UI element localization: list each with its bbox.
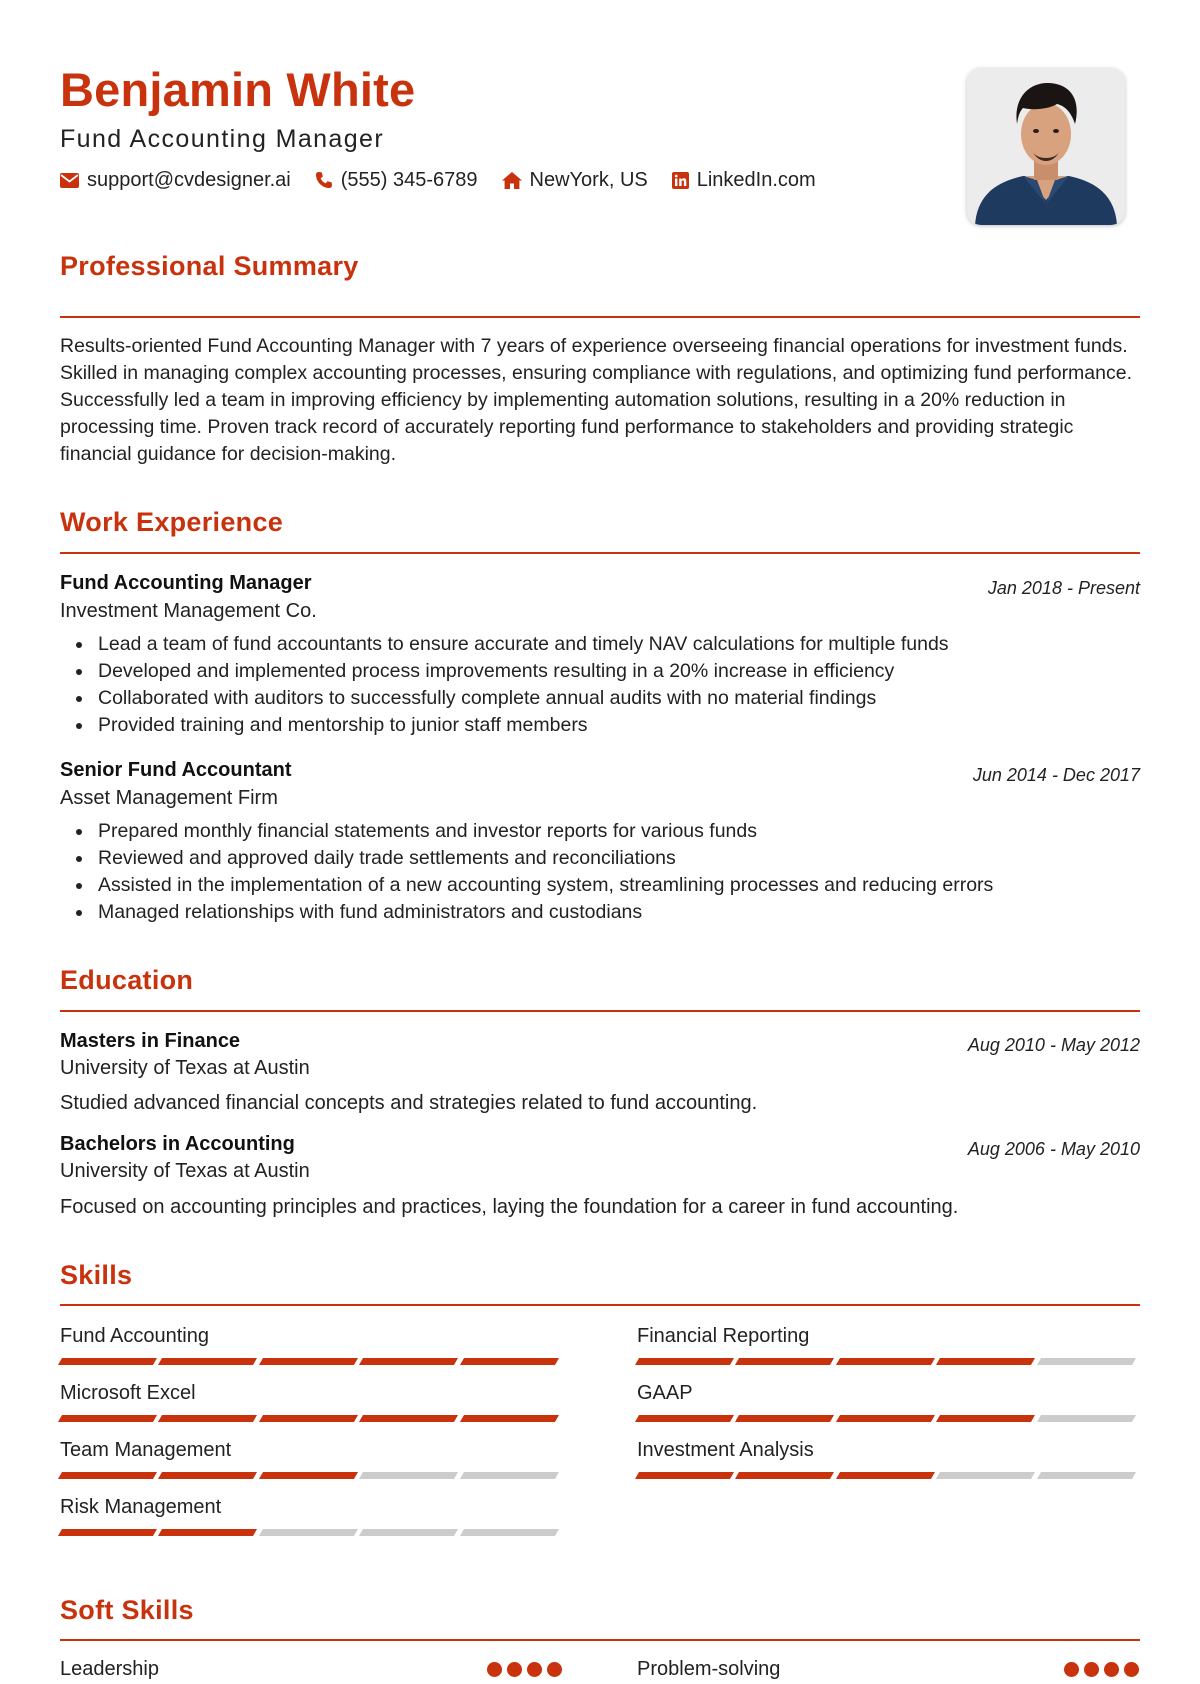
job-title: Senior Fund Accountant (60, 759, 292, 781)
envelope-icon (60, 173, 79, 188)
skill-level-segment (158, 1415, 257, 1422)
skill-level-segment (735, 1472, 834, 1479)
education-dates: Aug 2006 - May 2010 (967, 1139, 1140, 1159)
soft-skill-rating (1059, 1662, 1139, 1677)
skill-level-segment (1037, 1358, 1136, 1365)
skill-level-segment (460, 1415, 559, 1422)
skill-level-segment (936, 1472, 1035, 1479)
skill-level-segment (359, 1415, 458, 1422)
skill-level-segment (158, 1472, 257, 1479)
skill-item (60, 1383, 562, 1422)
job-bullet: Collaborated with auditors to successfully complete annual audits with no material findings (60, 685, 949, 712)
skill-item (637, 1440, 1139, 1479)
contact-location-text: NewYork, US (529, 169, 648, 191)
job-bullet: Managed relationships with fund administrators and custodians (60, 899, 993, 926)
section-divider (60, 1010, 1140, 1012)
contact-linkedin[interactable] (672, 170, 816, 190)
skill-name: Investment Analysis (637, 1439, 814, 1461)
soft-skill-item (60, 1659, 562, 1679)
candidate-title: Fund Accounting Manager (60, 125, 385, 153)
skill-item (60, 1326, 562, 1365)
job-bullet: Reviewed and approved daily trade settlements and reconciliations (60, 845, 993, 872)
education-degree: Masters in Finance (60, 1030, 241, 1052)
contact-linkedin-text: LinkedIn.com (696, 169, 816, 191)
skill-level-segment (359, 1472, 458, 1479)
rating-dot (1124, 1662, 1139, 1677)
skill-name: Risk Management (60, 1496, 222, 1518)
skill-level-bar (60, 1358, 562, 1365)
job-bullets (60, 818, 993, 926)
profile-photo (967, 68, 1125, 225)
job-bullet: Lead a team of fund accountants to ensure accurate and timely NAV calculations for multiple funds (60, 631, 949, 658)
skill-level-segment (58, 1529, 157, 1536)
skill-level-segment (259, 1415, 358, 1422)
skill-name: Team Management (60, 1439, 232, 1461)
skill-level-segment (259, 1358, 358, 1365)
rating-dot (507, 1662, 522, 1677)
skill-level-segment (58, 1358, 157, 1365)
soft-skill-rating (482, 1662, 562, 1677)
section-title-summary: Professional Summary (60, 251, 359, 281)
rating-dot (527, 1662, 542, 1677)
skill-level-segment (460, 1472, 559, 1479)
skill-level-segment (460, 1358, 559, 1365)
skill-level-segment (635, 1472, 734, 1479)
skill-level-segment (836, 1472, 935, 1479)
skill-name: GAAP (637, 1382, 693, 1404)
skill-level-bar (60, 1472, 562, 1479)
skill-level-segment (1037, 1415, 1136, 1422)
skill-level-segment (259, 1472, 358, 1479)
soft-skill-name: Problem-solving (637, 1658, 781, 1680)
skill-level-segment (158, 1529, 257, 1536)
skill-level-segment (359, 1358, 458, 1365)
section-title-experience: Work Experience (60, 507, 284, 537)
skill-level-segment (936, 1415, 1035, 1422)
profile-photo-illustration (967, 68, 1125, 225)
candidate-name: Benjamin White (60, 63, 416, 116)
skill-level-segment (58, 1415, 157, 1422)
skill-level-segment (635, 1415, 734, 1422)
section-title-skills: Skills (60, 1260, 133, 1290)
education-description: Studied advanced financial concepts and strategies related to fund accounting. (60, 1092, 758, 1114)
contact-email[interactable] (60, 170, 291, 190)
job-bullet: Assisted in the implementation of a new accounting system, streamlining processes and reducing errors (60, 872, 993, 899)
education-degree: Bachelors in Accounting (60, 1133, 295, 1155)
skill-name: Fund Accounting (60, 1325, 209, 1347)
skill-level-segment (1037, 1472, 1136, 1479)
job-bullet: Provided training and mentorship to junior staff members (60, 712, 949, 739)
contact-row (60, 170, 840, 190)
section-title-soft-skills: Soft Skills (60, 1595, 194, 1625)
skill-item (637, 1383, 1139, 1422)
education-dates: Aug 2010 - May 2012 (967, 1035, 1140, 1055)
soft-skill-name: Leadership (60, 1658, 159, 1680)
contact-email-text: support@cvdesigner.ai (87, 169, 291, 191)
skill-level-segment (359, 1529, 458, 1536)
soft-skill-item (637, 1659, 1139, 1679)
skill-level-bar (637, 1472, 1139, 1479)
job-title: Fund Accounting Manager (60, 572, 312, 594)
contact-phone[interactable] (315, 170, 478, 190)
job-bullet: Prepared monthly financial statements and investor reports for various funds (60, 818, 993, 845)
skill-level-bar (637, 1358, 1139, 1365)
skill-item (637, 1326, 1139, 1365)
skill-level-segment (836, 1415, 935, 1422)
skill-level-segment (259, 1529, 358, 1536)
job-company: Asset Management Firm (60, 787, 278, 809)
skill-level-bar (637, 1415, 1139, 1422)
skill-level-segment (936, 1358, 1035, 1365)
home-icon (502, 172, 522, 189)
section-title-education: Education (60, 965, 194, 995)
job-company: Investment Management Co. (60, 600, 317, 622)
rating-dot (487, 1662, 502, 1677)
section-divider (60, 316, 1140, 318)
rating-dot (1064, 1662, 1079, 1677)
section-divider (60, 1304, 1140, 1306)
job-bullet: Developed and implemented process improvements resulting in a 20% increase in efficiency (60, 658, 949, 685)
skill-level-segment (158, 1358, 257, 1365)
skill-level-segment (460, 1529, 559, 1536)
skill-name: Microsoft Excel (60, 1382, 196, 1404)
skill-level-segment (836, 1358, 935, 1365)
education-school: University of Texas at Austin (60, 1057, 310, 1079)
skill-level-bar (60, 1415, 562, 1422)
skill-item (60, 1497, 562, 1536)
phone-icon (315, 171, 333, 189)
contact-location (502, 170, 648, 190)
education-description: Focused on accounting principles and practices, laying the foundation for a career in fund accounting. (60, 1196, 959, 1218)
contact-phone-text: (555) 345-6789 (340, 169, 478, 191)
section-divider (60, 1639, 1140, 1641)
skill-level-segment (58, 1472, 157, 1479)
skill-level-segment (735, 1358, 834, 1365)
job-dates: Jun 2014 - Dec 2017 (972, 765, 1140, 785)
rating-dot (1104, 1662, 1119, 1677)
skill-name: Financial Reporting (637, 1325, 810, 1347)
job-dates: Jan 2018 - Present (987, 578, 1140, 598)
job-bullets (60, 631, 949, 739)
section-divider (60, 552, 1140, 554)
skill-item (60, 1440, 562, 1479)
linkedin-icon (672, 172, 689, 189)
summary-text: Results-oriented Fund Accounting Manager with 7 years of experience overseeing financial operations for investment funds. Skilled in managing complex accounting processes, ensuring compliance with regulations, and optimizing fund performance. Successfully led a team in improving efficiency by implementing automation solutions, resulting in a 20% reduction in processing time. Proven track record of accurately reporting fund performance to stakeholders and providing strategic financial guidance for decision-making. (60, 335, 1133, 465)
skill-level-segment (635, 1358, 734, 1365)
skill-level-bar (60, 1529, 562, 1536)
rating-dot (1084, 1662, 1099, 1677)
skill-level-segment (735, 1415, 834, 1422)
education-school: University of Texas at Austin (60, 1160, 310, 1182)
rating-dot (547, 1662, 562, 1677)
